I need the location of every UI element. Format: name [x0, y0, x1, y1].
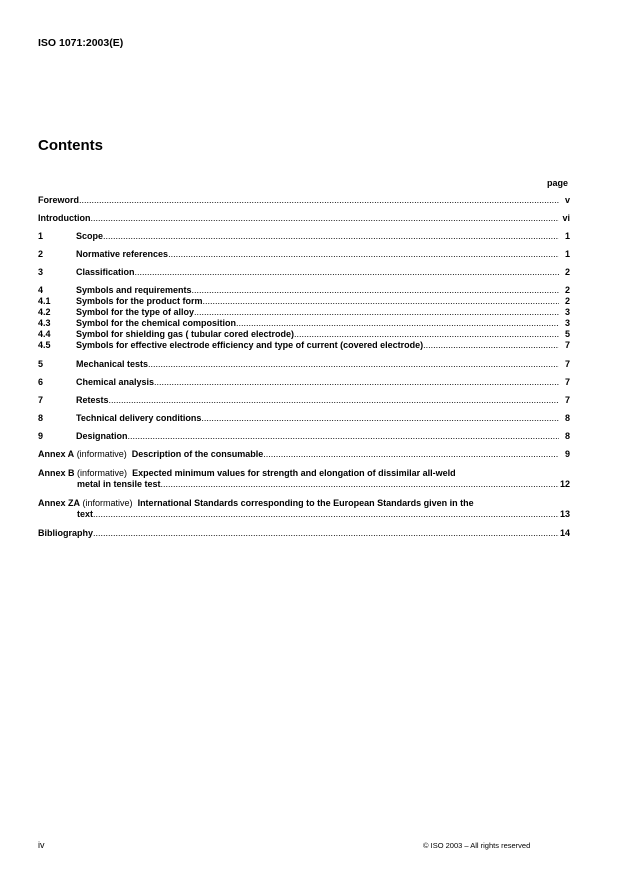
toc-title: Description of the consumable	[131, 449, 264, 459]
toc-number: 3	[38, 267, 44, 277]
toc-entry-chemical-analysis[interactable]	[38, 377, 570, 388]
leader-dots	[154, 377, 559, 388]
page-column-label: page	[546, 178, 568, 188]
toc-title: Symbol for shielding gas ( tubular cored electrode)	[76, 329, 295, 339]
toc-number: 4.4	[38, 329, 51, 339]
leader-dots	[91, 213, 560, 224]
annex-first-line	[38, 468, 456, 479]
toc-title: Symbols for effective electrode efficiency and type of current (covered electrode)	[76, 340, 424, 350]
toc-title: Foreword	[38, 195, 80, 205]
toc-number: 4	[38, 285, 44, 295]
leader-dots	[203, 296, 559, 307]
toc-title-continued: metal in tensile test	[77, 479, 161, 489]
toc-title: Designation	[76, 431, 128, 441]
toc-page: 3	[564, 307, 570, 317]
toc-page: 14	[559, 528, 570, 538]
leader-dots	[93, 509, 559, 520]
toc-number: 1	[38, 231, 44, 241]
toc-title: Symbols and requirements	[76, 285, 192, 295]
toc-entry-normative-references[interactable]	[38, 249, 570, 260]
toc-page: 7	[564, 340, 570, 350]
toc-entry-annex-a[interactable]	[38, 449, 570, 460]
toc-title: Bibliography	[38, 528, 94, 538]
leader-dots	[93, 528, 559, 539]
toc-title: Introduction	[38, 213, 91, 223]
leader-dots	[148, 359, 559, 370]
leader-dots	[423, 340, 559, 351]
toc-page: 5	[564, 329, 570, 339]
leader-dots	[194, 307, 559, 318]
toc-page: 8	[564, 431, 570, 441]
toc-number: 4.1	[38, 296, 51, 306]
leader-dots	[79, 195, 559, 206]
leader-dots	[103, 231, 559, 242]
annex-second-line	[77, 509, 570, 520]
toc-entry-foreword[interactable]	[38, 195, 570, 206]
toc-number: 5	[38, 359, 44, 369]
toc-entry-introduction[interactable]	[38, 213, 570, 224]
toc-page: 8	[564, 413, 570, 423]
toc-entry-4-3[interactable]	[38, 318, 570, 329]
toc-number: 4.2	[38, 307, 51, 317]
leader-dots	[109, 395, 559, 406]
toc-page: 1	[564, 231, 570, 241]
toc-number: 2	[38, 249, 44, 259]
annex-type: (informative)	[76, 449, 127, 459]
toc-number: 6	[38, 377, 44, 387]
leader-dots	[201, 413, 559, 424]
toc-page: 2	[564, 267, 570, 277]
toc-page: 9	[564, 449, 570, 459]
toc-title: Symbol for the chemical composition	[76, 318, 237, 328]
toc-title-continued: text	[77, 509, 94, 519]
annex-second-line	[77, 479, 570, 490]
toc-page: 13	[559, 509, 570, 519]
annex-label: Annex ZA	[38, 498, 81, 508]
footer-page-number: iv	[38, 840, 45, 850]
toc-number: 8	[38, 413, 44, 423]
leader-dots	[128, 431, 559, 442]
toc-page: 3	[564, 318, 570, 328]
toc-page: 12	[559, 479, 570, 489]
toc-page: v	[564, 195, 570, 205]
toc-page: 7	[564, 359, 570, 369]
toc-entry-4-2[interactable]	[38, 307, 570, 318]
toc-number: 4.3	[38, 318, 51, 328]
toc-page: 2	[564, 285, 570, 295]
toc-title: Mechanical tests	[76, 359, 149, 369]
toc-title: Scope	[76, 231, 104, 241]
toc-number: 9	[38, 431, 44, 441]
annex-label: Annex A	[38, 449, 75, 459]
leader-dots	[263, 449, 559, 460]
toc-entry-designation[interactable]	[38, 431, 570, 442]
footer-copyright: © ISO 2003 – All rights reserved	[423, 841, 531, 850]
toc-title: Normative references	[76, 249, 169, 259]
annex-type: (informative)	[82, 498, 133, 508]
toc-entry-4-1[interactable]	[38, 296, 570, 307]
toc-entry-technical-delivery[interactable]	[38, 413, 570, 424]
toc-title: Classification	[76, 267, 135, 277]
toc-title: Expected minimum values for strength and elongation of dissimilar all-weld	[132, 468, 456, 478]
toc-page: 2	[564, 296, 570, 306]
toc-title: Symbol for the type of alloy	[76, 307, 195, 317]
leader-dots	[161, 479, 559, 490]
toc-number: 4.5	[38, 340, 51, 350]
toc-entry-symbols-requirements[interactable]	[38, 285, 570, 296]
toc-entry-bibliography[interactable]	[38, 528, 570, 539]
toc-title: Chemical analysis	[76, 377, 155, 387]
toc-entry-retests[interactable]	[38, 395, 570, 406]
toc-entry-scope[interactable]	[38, 231, 570, 242]
annex-first-line	[38, 498, 474, 509]
leader-dots	[168, 249, 559, 260]
toc-title: International Standards corresponding to the European Standards given in the	[137, 498, 474, 508]
toc-entry-4-5[interactable]	[38, 340, 570, 351]
toc-number: 7	[38, 395, 44, 405]
annex-label: Annex B	[38, 468, 75, 478]
toc-title: Symbols for the product form	[76, 296, 203, 306]
toc-title: Technical delivery conditions	[76, 413, 202, 423]
leader-dots	[192, 285, 559, 296]
toc-entry-4-4[interactable]	[38, 329, 570, 340]
toc-page: 7	[564, 395, 570, 405]
annex-type: (informative)	[77, 468, 128, 478]
toc-page: vi	[562, 213, 570, 223]
toc-entry-mechanical-tests[interactable]	[38, 359, 570, 370]
toc-page: 1	[564, 249, 570, 259]
leader-dots	[236, 318, 559, 329]
contents-heading: Contents	[38, 137, 103, 154]
leader-dots	[135, 267, 559, 278]
document-id: ISO 1071:2003(E)	[38, 37, 124, 49]
leader-dots	[294, 329, 559, 340]
toc-page: 7	[564, 377, 570, 387]
toc-entry-classification[interactable]	[38, 267, 570, 278]
toc-title: Retests	[76, 395, 109, 405]
